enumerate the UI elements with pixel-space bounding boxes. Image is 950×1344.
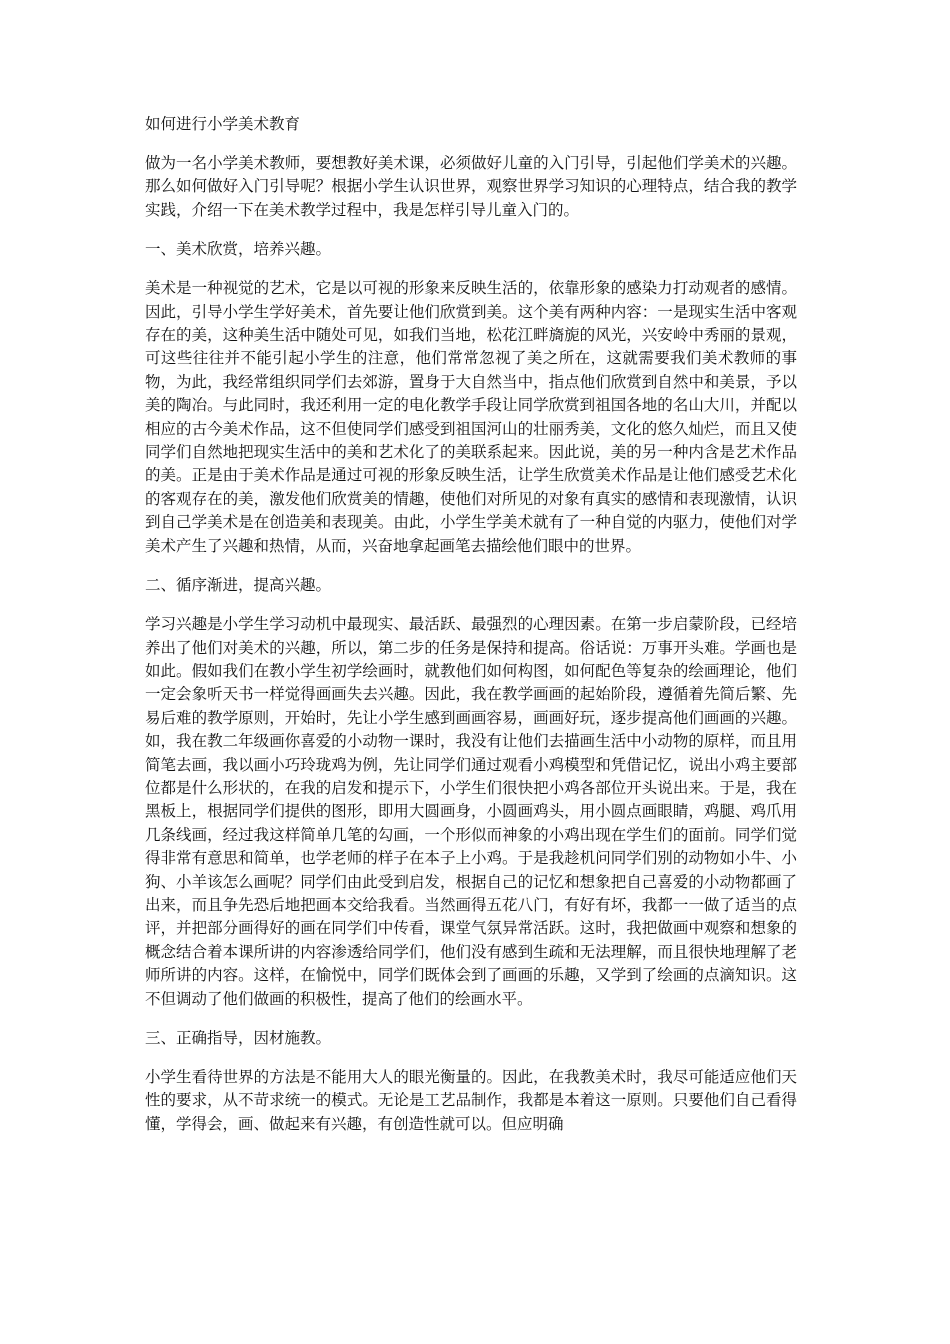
document-title: 如何进行小学美术教育 xyxy=(145,115,301,133)
section-3-heading: 三、正确指导，因材施教。 xyxy=(145,1029,332,1047)
section-2-body: 学习兴趣是小学生学习动机中最现实、最活跃、最强烈的心理因素。在第一步启蒙阶段，已经培养出了他们对美术的兴趣，所以，第二步的任务是保持和提高。俗话说：万事开头难。学画也是如此。假如我们在教小学生初学绘画时，就教他们如何构图，如何配色等复杂的绘画理论，他们一定会象听天书一样觉得画画失去兴趣。因此，我在教学画画的起始阶段，遵循着先简后繁、先易后难的教学原则，开始时，先让小学生感到画画容易，画画好玩，逐步提高他们画画的兴趣。如，我在教二年级画你喜爱的小动物一课时，我没有让他们去描画生活中小动物的原样，而且用简笔去画，我以画小巧玲珑鸡为例，先让同学们通过观看小鸡模型和凭借记忆，说出小鸡主要部位都是什么形状的，在我的启发和提示下，小学生们很快把小鸡各部位开头说出来。于是，我在黑板上，根据同学们提供的图形，即用大圆画身，小圆画鸡头，用小圆点画眼睛，鸡腿、鸡爪用几条线画，经过我这样简单几笔的勾画，一个形似而神象的小鸡出现在学生们的面前。同学们觉得非常有意思和简单，也学老师的样子在本子上小鸡。于是我趁机问同学们别的动物如小牛、小狗、小羊该怎么画呢？同学们由此受到启发，根据自己的记忆和想象把自己喜爱的小动物都画了出来，而且争先恐后地把画本交给我看。当然画得五花八门，有好有坏，我都一一做了适当的点评，并把部分画得好的画在同学们中传看，课堂气氛异常活跃。这时，我把做画中观察和想象的概念结合着本课所讲的内容渗透给同学们，他们没有感到生疏和无法理解，而且很快地理解了老师所讲的内容。这样，在愉悦中，同学们既体会到了画画的乐趣，又学到了绘画的点滴知识。这不但调动了他们做画的积极性，提高了他们的绘画水平。 xyxy=(145,615,797,1008)
intro-paragraph: 做为一名小学美术教师，要想教好美术课，必须做好儿童的入门引导，引起他们学美术的兴趣。那么如何做好入门引导呢？根据小学生认识世界，观察世界学习知识的心理特点，结合我的教学实践，介绍一下在美术教学过程中，我是怎样引导儿童入门的。 xyxy=(145,154,797,219)
document-page xyxy=(145,113,797,1152)
section-1-body: 美术是一种视觉的艺术，它是以可视的形象来反映生活的，依靠形象的感染力打动观者的感情。因此，引导小学生学好美术，首先要让他们欣赏到美。这个美有两种内容：一是现实生活中客观存在的美，这种美生活中随处可见，如我们当地，松花江畔旖旎的风光，兴安岭中秀丽的景观，可这些往往并不能引起小学生的注意，他们常常忽视了美之所在，这就需要我们美术教师的事物，为此，我经常组织同学们去郊游，置身于大自然当中，指点他们欣赏到自然中和美景，予以美的陶冶。与此同时，我还利用一定的电化教学手段让同学欣赏到祖国各地的名山大川，并配以相应的古今美术作品，这不但使同学们感受到祖国河山的壮丽秀美，文化的悠久灿烂，而且又使同学们自然地把现实生活中的美和艺术化了的美联系起来。因此说，美的另一种内含是艺术作品的美。正是由于美术作品是通过可视的形象反映生活，让学生欣赏美术作品是让他们感受艺术化的客观存在的美，激发他们欣赏美的情趣，使他们对所见的对象有真实的感情和表现激情，认识到自己学美术是在创造美和表现美。由此，小学生学美术就有了一种自觉的内驱力，使他们对学美术产生了兴趣和热情，从而，兴奋地拿起画笔去描绘他们眼中的世界。 xyxy=(145,279,797,555)
section-1-heading: 一、美术欣赏，培养兴趣。 xyxy=(145,240,332,259)
section-3-body: 小学生看待世界的方法是不能用大人的眼光衡量的。因此，在我教美术时，我尽可能适应他们天性的要求，从不苛求统一的模式。无论是工艺品制作，我都是本着这一原则。只要他们自己看得懂，学得会，画、做起来有兴趣，有创造性就可以。但应明确 xyxy=(145,1068,797,1133)
section-2-heading: 二、循序渐进，提高兴趣。 xyxy=(145,576,332,595)
